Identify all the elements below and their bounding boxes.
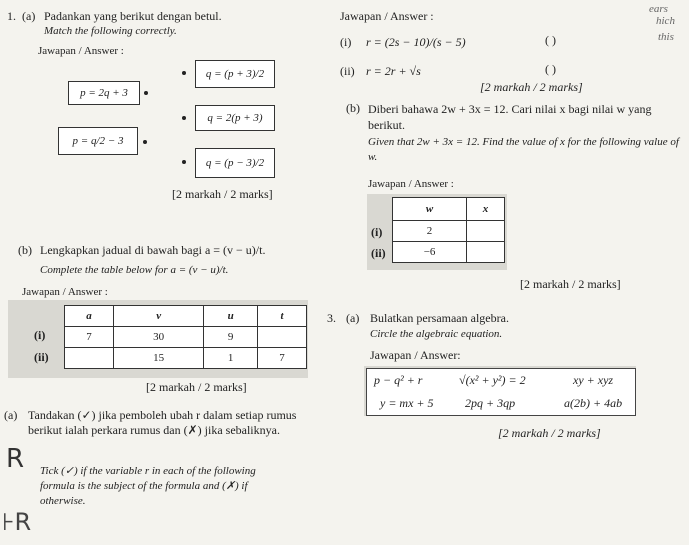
match-dot-right-1[interactable] xyxy=(182,71,186,75)
q2b-table xyxy=(392,197,505,263)
cell-u-2: 1 xyxy=(204,348,258,369)
q2a-item-2-label: (ii) xyxy=(340,64,355,78)
q2b-row-label-2: (ii) xyxy=(371,246,386,260)
table-header-row xyxy=(65,306,307,327)
corner-note-1: ears xyxy=(649,3,668,15)
q1a-label: (a) xyxy=(22,9,36,23)
q3-instruction-en: Circle the algebraic equation. xyxy=(370,328,503,340)
q3-option-6[interactable]: a(2b) + 4ab xyxy=(564,396,623,410)
q1-number: 1. xyxy=(7,9,16,23)
cell-a-2-answer[interactable] xyxy=(65,348,114,369)
q3-instruction-ms: Bulatkan persamaan algebra. xyxy=(370,311,509,325)
col-t: t xyxy=(258,306,307,327)
q3-option-3[interactable]: xy + xyz xyxy=(573,373,614,387)
q2-answer-label: Jawapan / Answer : xyxy=(340,9,434,23)
q2a-instruction-ms: Tandakan (✓) jika pemboleh ubah r dalam setiap rumus berikut ialah perkara rumus dan (✗) jika sebaliknya. xyxy=(28,408,297,437)
col-x: x xyxy=(467,198,505,221)
handwritten-r-1: R xyxy=(6,444,25,474)
col-a: a xyxy=(65,306,114,327)
q1a-instruction-ms: Padankan yang berikut dengan betul. xyxy=(44,9,222,23)
q2b-instruction-ms: Diberi bahawa 2w + 3x = 12. Cari nilai x bagi nilai w yang berikut. xyxy=(368,102,652,132)
table-row xyxy=(393,221,505,242)
left-item-1: p = 2q + 3 xyxy=(68,81,140,105)
col-w: w xyxy=(393,198,467,221)
right-item-2: q = 2(p + 3) xyxy=(195,105,275,131)
q1b-instruction-ms: Lengkapkan jadual di bawah bagi a = (v − u)/t. xyxy=(40,243,266,257)
q1b-row-label-2: (ii) xyxy=(34,350,49,364)
q2a-item-1-label: (i) xyxy=(340,35,352,49)
q3-number: 3. xyxy=(327,311,336,325)
q1b-marks: [2 markah / 2 marks] xyxy=(146,380,247,394)
cell-a-1: 7 xyxy=(65,327,114,348)
q3-option-4[interactable]: y = mx + 5 xyxy=(380,396,434,410)
q3-option-1[interactable]: p − q² + r xyxy=(374,373,423,387)
match-dot-right-3[interactable] xyxy=(182,160,186,164)
table-row xyxy=(65,327,307,348)
table-row xyxy=(393,242,505,263)
match-dot-left-1[interactable] xyxy=(144,91,148,95)
q3-answer-label: Jawapan / Answer: xyxy=(370,348,461,362)
cell-x-1-answer[interactable] xyxy=(467,221,505,242)
q1b-answer-label: Jawapan / Answer : xyxy=(22,286,108,298)
q1a-marks: [2 markah / 2 marks] xyxy=(172,187,273,201)
q3-marks: [2 markah / 2 marks] xyxy=(498,426,601,440)
right-item-1: q = (p + 3)/2 xyxy=(195,60,275,88)
q2b-answer-label: Jawapan / Answer : xyxy=(368,178,454,190)
tick-box-1[interactable]: ( ) xyxy=(545,33,556,47)
table-row xyxy=(65,348,307,369)
q2b-label: (b) xyxy=(346,101,360,115)
col-v: v xyxy=(113,306,203,327)
q1b-table xyxy=(64,305,307,369)
q1b-row-label-1: (i) xyxy=(34,328,46,342)
cell-v-2: 15 xyxy=(113,348,203,369)
cell-t-1-answer[interactable] xyxy=(258,327,307,348)
q2a-label: (a) xyxy=(4,408,18,422)
q3-option-2[interactable]: √(x² + y²) = 2 xyxy=(459,373,526,387)
q2a-item-2-formula: r = 2r + √s xyxy=(366,64,421,78)
table-header-row xyxy=(393,198,505,221)
left-item-2: p = q/2 − 3 xyxy=(58,127,138,155)
match-dot-left-2[interactable] xyxy=(143,140,147,144)
cell-x-2-answer[interactable] xyxy=(467,242,505,263)
right-item-3: q = (p − 3)/2 xyxy=(195,148,275,178)
q2a-item-1-formula: r = (2s − 10)/(s − 5) xyxy=(366,35,466,49)
cell-w-1: 2 xyxy=(393,221,467,242)
cell-t-2: 7 xyxy=(258,348,307,369)
q3-label: (a) xyxy=(346,311,360,325)
q1b-instruction-en: Complete the table below for a = (v − u)/t. xyxy=(40,264,229,276)
corner-note-2: hich xyxy=(656,15,675,27)
q1b-label: (b) xyxy=(18,243,32,257)
cell-w-2: −6 xyxy=(393,242,467,263)
q1a-instruction-en: Match the following correctly. xyxy=(44,25,177,37)
cell-v-1: 30 xyxy=(113,327,203,348)
q1a-answer-label: Jawapan / Answer : xyxy=(38,45,124,57)
match-dot-right-2[interactable] xyxy=(182,116,186,120)
col-u: u xyxy=(204,306,258,327)
q3-option-5[interactable]: 2pq + 3qp xyxy=(465,396,516,410)
q2b-row-label-1: (i) xyxy=(371,225,383,239)
q2a-instruction-en: Tick (✓) if the variable r in each of the following formula is the subject of the formula and (✗) if otherwise. xyxy=(40,465,256,507)
corner-note-3: this xyxy=(658,31,674,43)
q2b-marks: [2 markah / 2 marks] xyxy=(520,277,621,291)
handwritten-r-2: ⊦R xyxy=(2,508,32,536)
q2b-instruction-en: Given that 2w + 3x = 12. Find the value of x for the following value of w. xyxy=(368,136,679,163)
cell-u-1: 9 xyxy=(204,327,258,348)
q2a-marks: [2 markah / 2 marks] xyxy=(480,80,583,94)
tick-box-2[interactable]: ( ) xyxy=(545,62,556,76)
